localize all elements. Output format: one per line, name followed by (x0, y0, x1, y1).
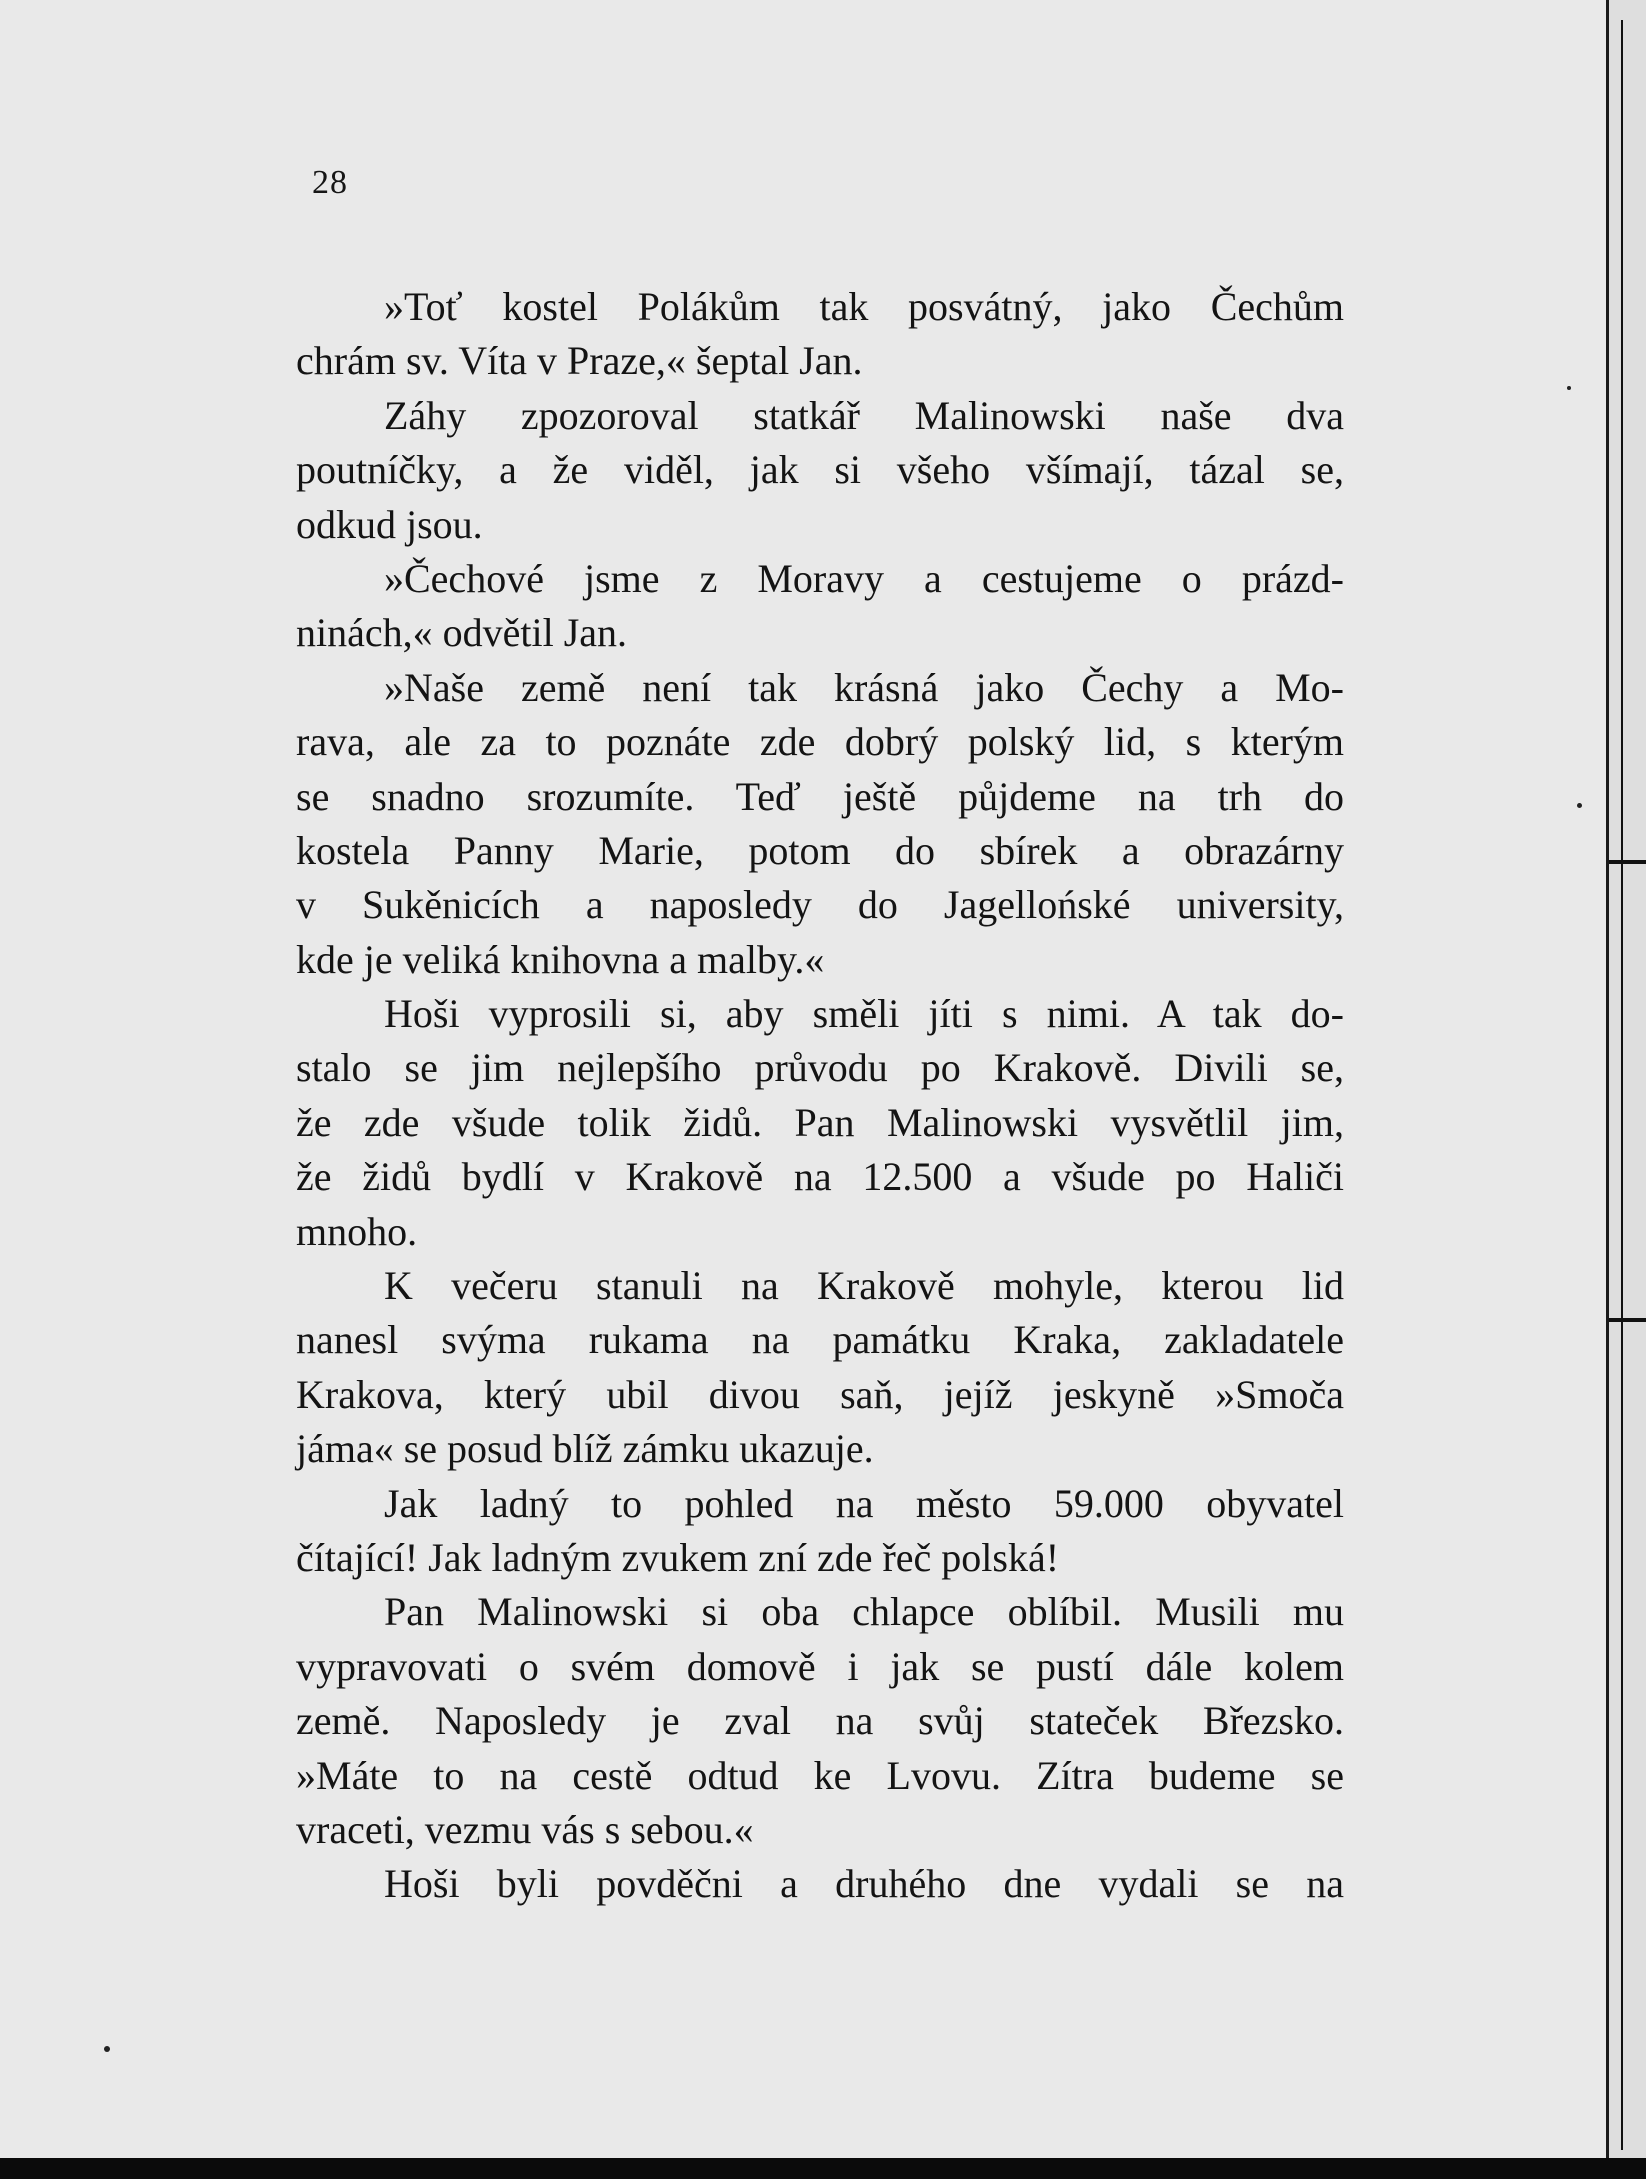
text-line: vypravovati o svém domově i jak se pustí dále kolem (296, 1643, 1344, 1689)
text-line: že židů bydlí v Krakově na 12.500 a všude po Haliči (296, 1154, 1344, 1200)
text-line: rava, ale za to poznáte zde dobrý polský lid, s kterým (296, 719, 1344, 765)
binding-rule (1621, 20, 1623, 2150)
page-edge-bottom (0, 2158, 1646, 2179)
text-line: poutníčky, a že viděl, jak si všeho všímají, tázal se, (296, 447, 1344, 493)
ink-speck (1567, 386, 1571, 390)
text-line: v Sukěnicích a naposledy do Jagellońské university, (296, 882, 1344, 928)
text-line: »Máte to na cestě odtud ke Lvovu. Zítra budeme se (296, 1752, 1344, 1798)
text-line: »Čechové jsme z Moravy a cestujeme o prázd- (384, 555, 1344, 601)
text-line: Krakova, který ubil divou saň, jejíž jeskyně »Smoča (296, 1371, 1344, 1417)
text-line: »Naše země není tak krásná jako Čechy a Mo- (384, 664, 1344, 710)
text-line: že zde všude tolik židů. Pan Malinowski vysvětlil jim, (296, 1099, 1344, 1145)
text-line: Hoši vyprosili si, aby směli jíti s nimi. A tak do- (384, 991, 1344, 1037)
edge-mark (1609, 860, 1646, 864)
ink-speck (104, 2046, 110, 2052)
text-line: vraceti, vezmu vás s sebou.« (296, 1806, 754, 1852)
text-line: Záhy zpozoroval statkář Malinowski naše dva (384, 392, 1344, 438)
body-text (296, 280, 1344, 1912)
text-line: ninách,« odvětil Jan. (296, 610, 628, 656)
ink-speck (1577, 803, 1582, 808)
text-line: K večeru stanuli na Krakově mohyle, kterou lid (384, 1263, 1344, 1309)
text-line: se snadno srozumíte. Teď ještě půjdeme na trh do (296, 773, 1344, 819)
text-line: čítající! Jak ladným zvukem zní zde řeč polská! (296, 1534, 1060, 1580)
text-line: Jak ladný to pohled na město 59.000 obyvatel (384, 1480, 1344, 1526)
text-line: »Toť kostel Polákům tak posvátný, jako Čechům (384, 284, 1344, 329)
text-line: jáma« se posud blíž zámku ukazuje. (296, 1426, 874, 1472)
text-line: odkud jsou. (296, 501, 483, 547)
page-number: 28 (312, 164, 348, 201)
text-line: nanesl svýma rukama na památku Kraka, zakladatele (296, 1317, 1344, 1363)
text-line: kostela Panny Marie, potom do sbírek a obrazárny (296, 827, 1344, 873)
text-line: kde je veliká knihovna a malby.« (296, 936, 825, 982)
text-line: stalo se jim nejlepšího průvodu po Krakově. Divili se, (296, 1045, 1344, 1091)
text-line: chrám sv. Víta v Praze,« šeptal Jan. (296, 338, 863, 384)
text-line: země. Naposledy je zval na svůj stateček Březsko. (296, 1698, 1344, 1744)
text-line: mnoho. (296, 1208, 418, 1254)
page-edge-right (1606, 0, 1646, 2179)
text-line: Hoši byli povděčni a druhého dne vydali se na (384, 1861, 1344, 1907)
edge-mark (1609, 1318, 1646, 1322)
text-line: Pan Malinowski si oba chlapce oblíbil. Musili mu (384, 1589, 1344, 1635)
